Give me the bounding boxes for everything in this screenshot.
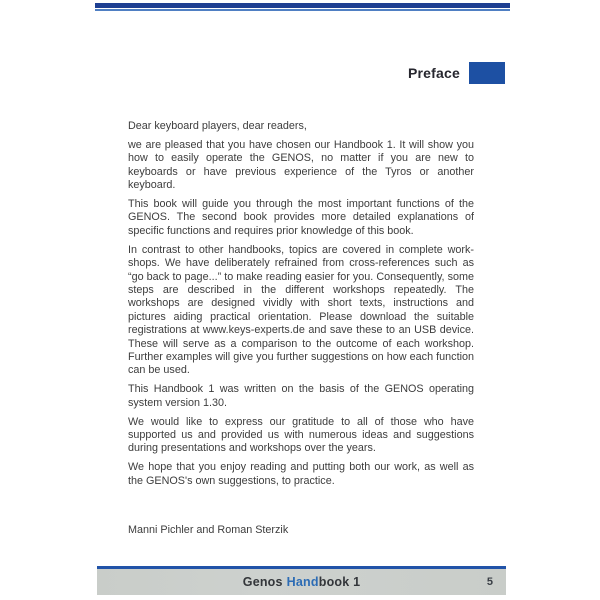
- footer-title: [243, 575, 360, 589]
- footer-bar: [97, 569, 506, 595]
- body-text: [128, 120, 474, 538]
- footer-title-genos: Genos: [242, 575, 283, 589]
- body-paragraph: This book will guide you through the most important functions of the GENOS. The second book provides more detailed explanations of specific functions and requires prior knowledge of this book.: [128, 198, 474, 237]
- page-number: 5: [486, 576, 493, 588]
- page-footer: [97, 566, 506, 595]
- body-paragraph: We would like to express our gratitude to all of those who have supported us and provided us with numerous ideas and suggestions during presentations and workshops over the years.: [128, 415, 474, 455]
- chapter-accent-box: [469, 62, 505, 84]
- top-rule: [95, 3, 510, 11]
- body-paragraph: This Handbook 1 was written on the basis of the GENOS operating system version 1.30.: [128, 383, 474, 409]
- authors-signature: Manni Pichler and Roman Sterzik: [128, 524, 289, 537]
- salutation-paragraph: Dear keyboard players, dear readers,: [128, 120, 307, 132]
- top-rule-dark-line: [95, 3, 510, 8]
- body-paragraph: we are pleased that you have chosen our Handbook 1. It will show you how to easily operate the GENOS, no matter if you are new to keyboards or have previous experience of the Tyros or another keyboard.: [128, 138, 474, 192]
- chapter-header: [0, 62, 505, 84]
- body-paragraph: In contrast to other handbooks, topics are covered in complete workshops. We have deliberately refrained from cross-references such as “go back to page...” to make reading easier for you. Consequently, some steps are described in the different workshops repeatedly. The workshops are designed vividly with short texts, instructions and pictures aiding practical orientation. Please download the suitable registrations at www.keys-experts.de and save these to an USB device. These will serve as a comparison to the outcome of each workshop. Further examples will give you further suggestions on how each function can be used.: [128, 243, 474, 377]
- top-rule-light-line: [95, 9, 510, 11]
- footer-title-hand: Hand: [286, 575, 319, 589]
- chapter-title: Preface: [408, 65, 460, 81]
- body-paragraph: We hope that you enjoy reading and putting both our work, as well as the GENOS's own suggestions, to practice.: [128, 461, 474, 487]
- footer-title-book: book 1: [318, 575, 361, 589]
